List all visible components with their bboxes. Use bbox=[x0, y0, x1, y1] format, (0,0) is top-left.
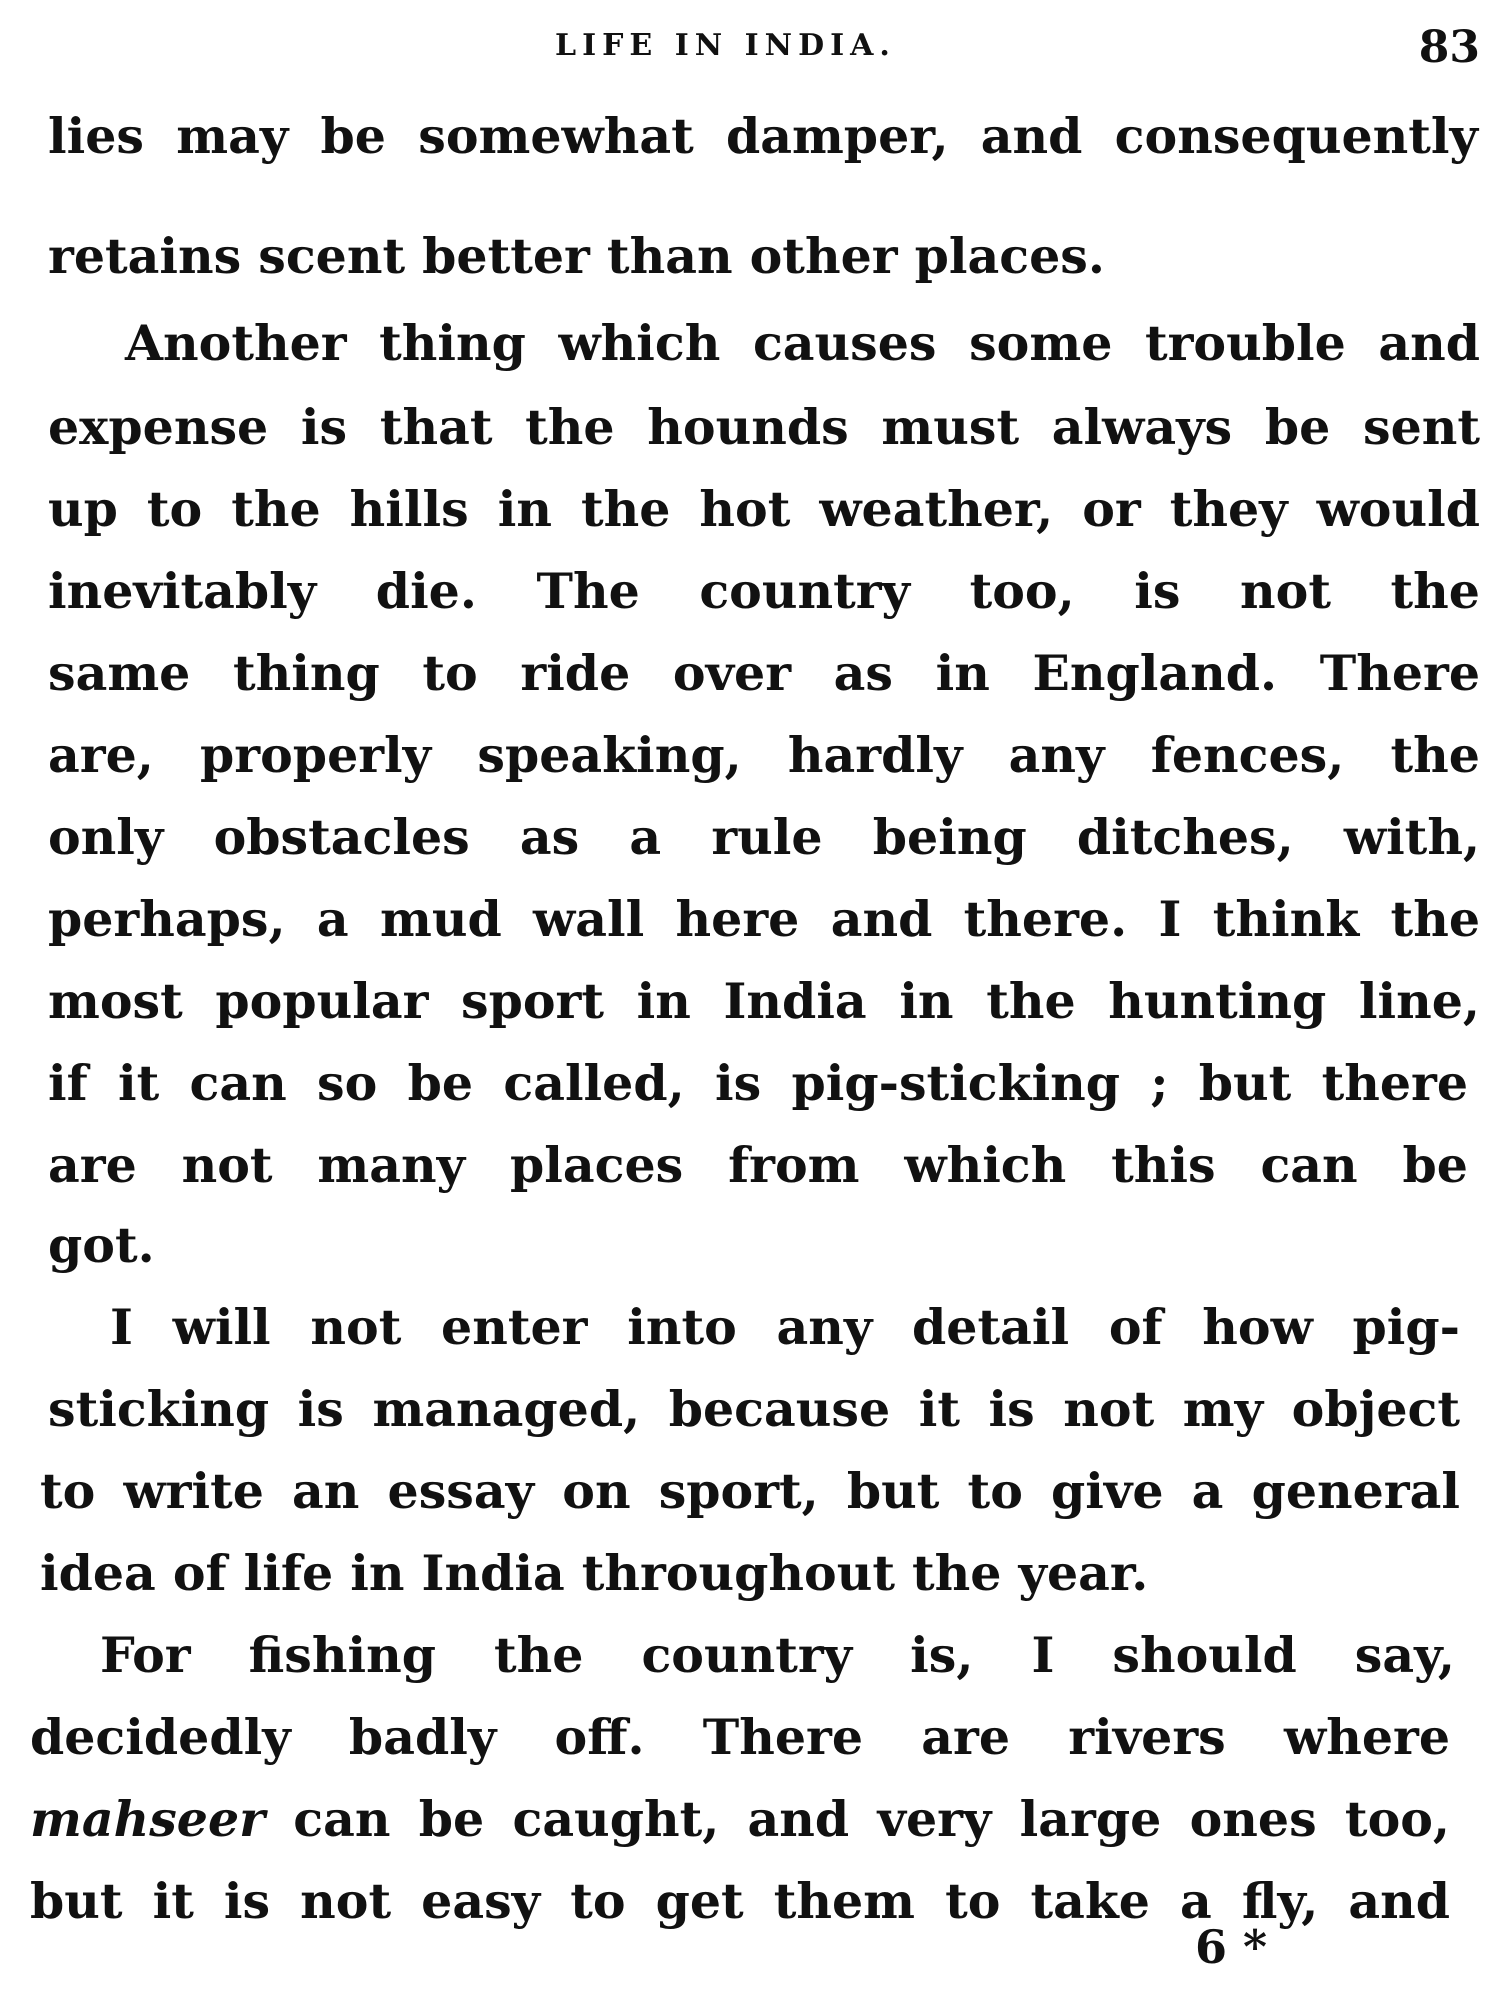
text-line: to write an essay on sport, but to give a general bbox=[40, 1462, 1460, 1520]
text-line: Another thing which causes some trouble and bbox=[125, 314, 1480, 372]
text-line: most popular sport in India in the hunting line, bbox=[48, 972, 1480, 1030]
text-line: same thing to ride over as in England. There bbox=[48, 644, 1480, 702]
text-line: I will not enter into any detail of how pig- bbox=[110, 1298, 1460, 1356]
text-line: if it can so be called, is pig-sticking ; but there bbox=[48, 1054, 1468, 1112]
page-number: 83 bbox=[1418, 22, 1480, 73]
text-line: idea of life in India throughout the year. bbox=[40, 1544, 1149, 1602]
text-line: are, properly speaking, hardly any fences, the bbox=[48, 726, 1480, 784]
text-line bbox=[30, 1789, 1450, 1849]
text-line: got. bbox=[48, 1216, 155, 1274]
text-line: only obstacles as a rule being ditches, with, bbox=[48, 808, 1480, 866]
text-line-rest: can be caught, and very large ones too, bbox=[264, 1790, 1450, 1848]
text-line: perhaps, a mud wall here and there. I think the bbox=[48, 890, 1480, 948]
page-header bbox=[0, 22, 1500, 92]
italic-word: mahseer bbox=[30, 1790, 265, 1848]
text-line: expense is that the hounds must always be sent bbox=[48, 398, 1480, 456]
text-line: retains scent better than other places. bbox=[48, 227, 1105, 285]
text-line: inevitably die. The country too, is not the bbox=[48, 562, 1480, 620]
text-line: For fishing the country is, I should say, bbox=[100, 1626, 1455, 1684]
text-line: but it is not easy to get them to take a fly, and bbox=[30, 1872, 1450, 1930]
text-line: lies may be somewhat damper, and consequently bbox=[48, 107, 1478, 165]
running-head: LIFE IN INDIA. bbox=[555, 28, 896, 63]
text-line: are not many places from which this can be bbox=[48, 1136, 1468, 1194]
text-line: decidedly badly off. There are rivers where bbox=[30, 1708, 1450, 1766]
signature-mark: 6 * bbox=[1195, 1920, 1268, 1974]
text-line: sticking is managed, because it is not my object bbox=[48, 1380, 1460, 1438]
text-line: up to the hills in the hot weather, or they would bbox=[48, 480, 1480, 538]
